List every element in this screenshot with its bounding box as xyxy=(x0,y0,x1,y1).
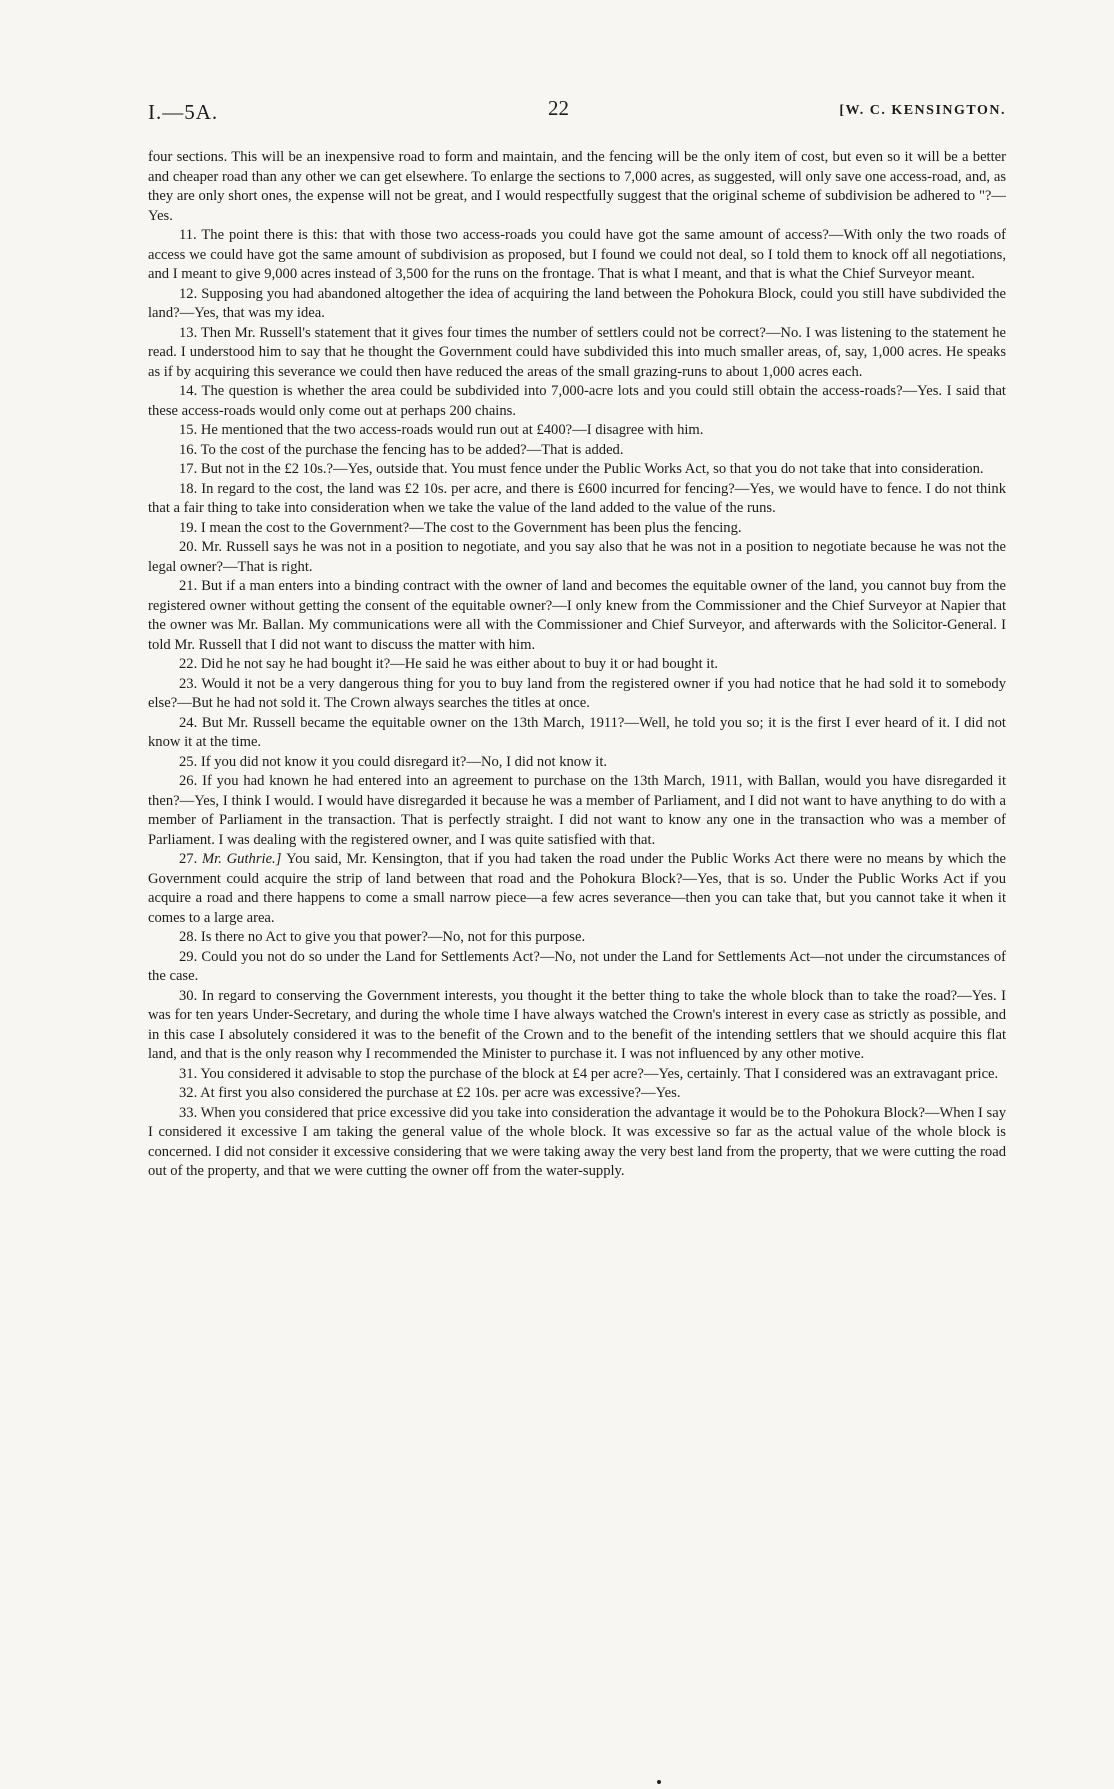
question-number: 14. xyxy=(179,383,202,399)
paragraph-text: But if a man enters into a binding contract with the owner of land and becomes the equitable owner of the land, you cannot buy from the registered owner without getting the consent of the equitable owner?—I only knew from the Commissioner and the Chief Surveyor at Napier that the owner was Mr. Ballan. My communications were all with the Commissioner and Chief Surveyor, and afterwards with the Solicitor-General. I told Mr. Russell that I did not want to discuss the matter with him. xyxy=(148,578,1007,653)
paragraph-text: I mean the cost to the Government?—The cost to the Government has been plus the fencing. xyxy=(200,519,742,536)
question-number: 11. xyxy=(179,227,202,243)
paragraph-text: But not in the £2 10s.?—Yes, outside that. You must fence under the Public Works Act, so that you do not take that into consideration. xyxy=(200,461,984,477)
question-paragraph xyxy=(148,324,1006,383)
question-number: 32. xyxy=(179,1085,201,1101)
question-number: 17. xyxy=(179,461,201,477)
question-number: 24. xyxy=(179,714,202,731)
question-paragraph xyxy=(148,850,1006,928)
paragraph-text: When you considered that price excessive did you take into consideration the advantage it would be to the Pohokura Block?—When I say I considered it excessive I am taking the general value of the whole block. It was excessive so far as the actual value of the whole block is concerned. I did not consider it excessive considering that we were taking away the very best land from the property, that we were cutting the road out of the property, and that we were cutting the owner off from the water-supply. xyxy=(148,1104,1006,1179)
question-paragraph xyxy=(148,226,1006,285)
question-number: 18. xyxy=(179,480,202,497)
question-paragraph xyxy=(148,148,1006,226)
paragraph-text: But Mr. Russell became the equitable owner on the 13th March, 1911?—Well, he told you so; it is the first I ever heard of it. I did not know it at the time. xyxy=(148,714,1006,750)
question-paragraph xyxy=(148,1084,1006,1104)
question-paragraph xyxy=(148,285,1006,324)
question-number: 19. xyxy=(179,519,201,536)
question-number: 33. xyxy=(179,1104,201,1121)
question-number: 20. xyxy=(179,539,202,555)
question-number: 30. xyxy=(179,987,202,1004)
paragraph-text: Could you not do so under the Land for Settlements Act?—No, not under the Land for Settlements Act—not under the circumstances of the case. xyxy=(148,948,1006,984)
paragraph-text: In regard to the cost, the land was £2 10s. per acre, and there is £600 incurred for fencing?—Yes, we would have to fence. I do not think that a fair thing to take into consideration when we take the value of the land added to the value of the runs. xyxy=(148,480,1007,516)
question-paragraph xyxy=(148,1065,1006,1085)
paragraph-text: The point there is this: that with those two access-roads you could have got the same amount of access?—With only the two roads of access we could have got the same amount of subdivision as proposed, but I found we could not deal, so I told them to knock off all negotiations, and I meant to give 9,000 acres instead of 3,500 for the runs on the frontage. That is what I meant, and that is what the Chief Surveyor meant. xyxy=(148,227,1006,282)
question-paragraph xyxy=(148,714,1006,753)
question-paragraph xyxy=(148,441,1006,461)
question-number: 25. xyxy=(179,753,201,770)
question-paragraph xyxy=(148,480,1006,519)
paragraph-text: You considered it advisable to stop the purchase of the block at £4 per acre?—Yes, certainly. That I considered was an extravagant price. xyxy=(200,1065,999,1082)
paragraph-text: Then Mr. Russell's statement that it gives four times the number of settlers could not be correct?—No. I was listening to the statement he read. I understood him to say that he thought the Government could have subdivided this into much smaller areas, of, say, 1,000 acres. He speaks as if by acquiring this severance we could then have reduced the areas of the small grazing-runs to about 1,000 acres each. xyxy=(148,324,1006,380)
witness-name: [W. C. KENSINGTON. xyxy=(839,103,1006,118)
question-paragraph xyxy=(148,772,1006,850)
question-number: 13. xyxy=(179,324,201,341)
document-reference: I.—5A. xyxy=(148,100,219,124)
paragraph-text: You said, Mr. Kensington, that if you had taken the road under the Public Works Act there were no means by which the Government could acquire the strip of land between that road and the Pohokura Block?—Yes, that is so. Under the Public Works Act if you acquire a road and there happens to come a small narrow piece—a few acres severance—then you can take that, but you cannot take it when it comes to a large area. xyxy=(148,851,1007,926)
question-paragraph xyxy=(148,655,1006,675)
paragraph-text: At first you also considered the purchase at £2 10s. per acre was excessive?—Yes. xyxy=(200,1085,681,1101)
page-number: 22 xyxy=(548,96,569,120)
question-number: 22. xyxy=(179,656,201,672)
paragraph-text: To the cost of the purchase the fencing has to be added?—That is added. xyxy=(200,441,624,458)
paragraph-text: If you had known he had entered into an agreement to purchase on the 13th March, 1911, with Ballan, would you have disregarded it then?—Yes, I think I would. I would have disregarded it because he was a member of Parliament, and I did not want to have anything to do with a member of Parliament in the transaction. That is perfectly straight. I did not want to know any one in the transaction who was a member of Parliament. I was dealing with the registered owner, and I was quite satisfied with that. xyxy=(148,773,1007,848)
paragraph-text: Would it not be a very dangerous thing for you to buy land from the registered owner if you had notice that he had sold it to somebody else?—But he had not sold it. The Crown always searches the titles at once. xyxy=(148,675,1006,711)
paragraph-text: The question is whether the area could be subdivided into 7,000-acre lots and you could still obtain the access-roads?—Yes. I said that these access-roads would only come out at perhaps 200 chains. xyxy=(148,383,1006,419)
question-number: 12. xyxy=(179,285,202,302)
question-paragraph xyxy=(148,421,1006,441)
question-number: 26. xyxy=(179,773,203,789)
question-paragraph xyxy=(148,987,1006,1065)
paragraph-text: Supposing you had abandoned altogether the idea of acquiring the land between the Pohokura Block, could you still have subdivided the land?—Yes, that was my idea. xyxy=(148,285,1007,321)
question-number: 27. xyxy=(179,851,203,867)
question-number: 31. xyxy=(179,1065,201,1082)
printer-mark xyxy=(657,1780,661,1784)
paragraph-text: If you did not know it you could disregard it?—No, I did not know it. xyxy=(200,753,608,770)
question-paragraph xyxy=(148,753,1006,773)
paragraph-text: Mr. Russell says he was not in a position to negotiate, and you say also that he was not in a position to negotiate because he was not the legal owner?—That is right. xyxy=(148,539,1006,575)
question-paragraph xyxy=(148,928,1006,948)
question-paragraph xyxy=(148,519,1006,539)
question-paragraph xyxy=(148,1104,1006,1182)
question-paragraph xyxy=(148,382,1006,421)
paragraph-text: Is there no Act to give you that power?—No, not for this purpose. xyxy=(200,929,586,945)
question-number: 15. xyxy=(179,422,201,438)
paragraph-text: four sections. This will be an inexpensive road to form and maintain, and the fencing will be the only item of cost, but even so it will be a better and cheaper road than any other we can get elsewhere. To enlarge the sections to 7,000 acres, as suggested, will only save one access-road, and, as they are only short ones, the expense will not be great, and I would respectfully suggest that the original scheme of subdivision be adhered to "?—Yes. xyxy=(148,149,1006,224)
paragraph-text: Did he not say he had bought it?—He said he was either about to buy it or had bought it. xyxy=(200,656,719,672)
question-number: 28. xyxy=(179,929,201,945)
question-paragraph xyxy=(148,460,1006,480)
page-header xyxy=(148,96,1006,124)
speaker-name: Mr. Guthrie.] xyxy=(202,851,287,867)
question-number: 16. xyxy=(179,441,201,458)
paragraph-text: He mentioned that the two access-roads would run out at £400?—I disagree with him. xyxy=(200,422,704,438)
paragraph-text: In regard to conserving the Government interests, you thought it the better thing to take the whole block than to take the road?—Yes. I was for ten years Under-Secretary, and during the whole time I have always watched the Crown's interest in every case as strictly as possible, and in this case I absolutely considered it was to the benefit of the Crown and to the benefit of the intending settlers that we should acquire this flat land, and that is the only reason why I recommended the Minister to purchase it. I was not influenced by any other motive. xyxy=(148,987,1007,1062)
question-number: 21. xyxy=(179,578,202,594)
question-paragraph xyxy=(148,577,1006,655)
question-paragraph xyxy=(148,675,1006,714)
question-number: 23. xyxy=(179,675,202,692)
question-paragraph xyxy=(148,538,1006,577)
question-number: 29. xyxy=(179,948,202,965)
question-paragraph xyxy=(148,948,1006,987)
transcript-body xyxy=(148,148,1006,1182)
